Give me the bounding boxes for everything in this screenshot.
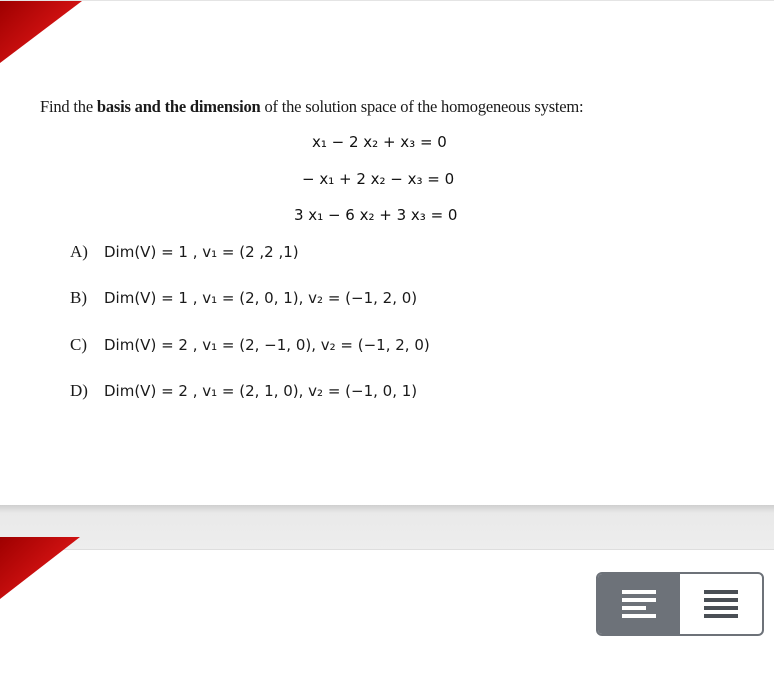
option-d[interactable]	[70, 381, 417, 401]
align-justify-button[interactable]	[680, 574, 762, 634]
align-justify-icon	[704, 590, 738, 618]
question-suffix: of the solution space of the homogeneous system:	[260, 97, 584, 116]
card-separator	[0, 505, 774, 551]
option-c[interactable]	[70, 335, 430, 355]
option-letter: C)	[70, 335, 87, 354]
option-text: Dim(V) = 1 , v₁ = (2 ,2 ,1)	[104, 243, 299, 261]
question-prefix: Find the	[40, 97, 97, 116]
align-left-button[interactable]	[598, 574, 680, 634]
equation-1: x₁ − 2 x₂ + x₃ = 0	[312, 133, 447, 151]
equation-2: − x₁ + 2 x₂ − x₃ = 0	[302, 170, 455, 188]
option-b[interactable]	[70, 288, 417, 308]
text-align-toggle	[596, 572, 764, 636]
option-letter: B)	[70, 288, 87, 307]
align-left-icon	[622, 590, 656, 618]
option-text: Dim(V) = 2 , v₁ = (2, −1, 0), v₂ = (−1, 2, 0)	[104, 336, 430, 354]
option-text: Dim(V) = 1 , v₁ = (2, 0, 1), v₂ = (−1, 2, 0)	[104, 289, 418, 307]
option-text: Dim(V) = 2 , v₁ = (2, 1, 0), v₂ = (−1, 0, 1)	[104, 382, 418, 400]
option-a[interactable]	[70, 242, 299, 262]
option-letter: D)	[70, 381, 88, 400]
question-bold: basis and the dimension	[96, 97, 261, 116]
equation-3: 3 x₁ − 6 x₂ + 3 x₃ = 0	[294, 206, 458, 224]
option-letter: A)	[70, 242, 88, 261]
corner-ribbon	[0, 1, 82, 63]
question-text	[40, 97, 583, 117]
